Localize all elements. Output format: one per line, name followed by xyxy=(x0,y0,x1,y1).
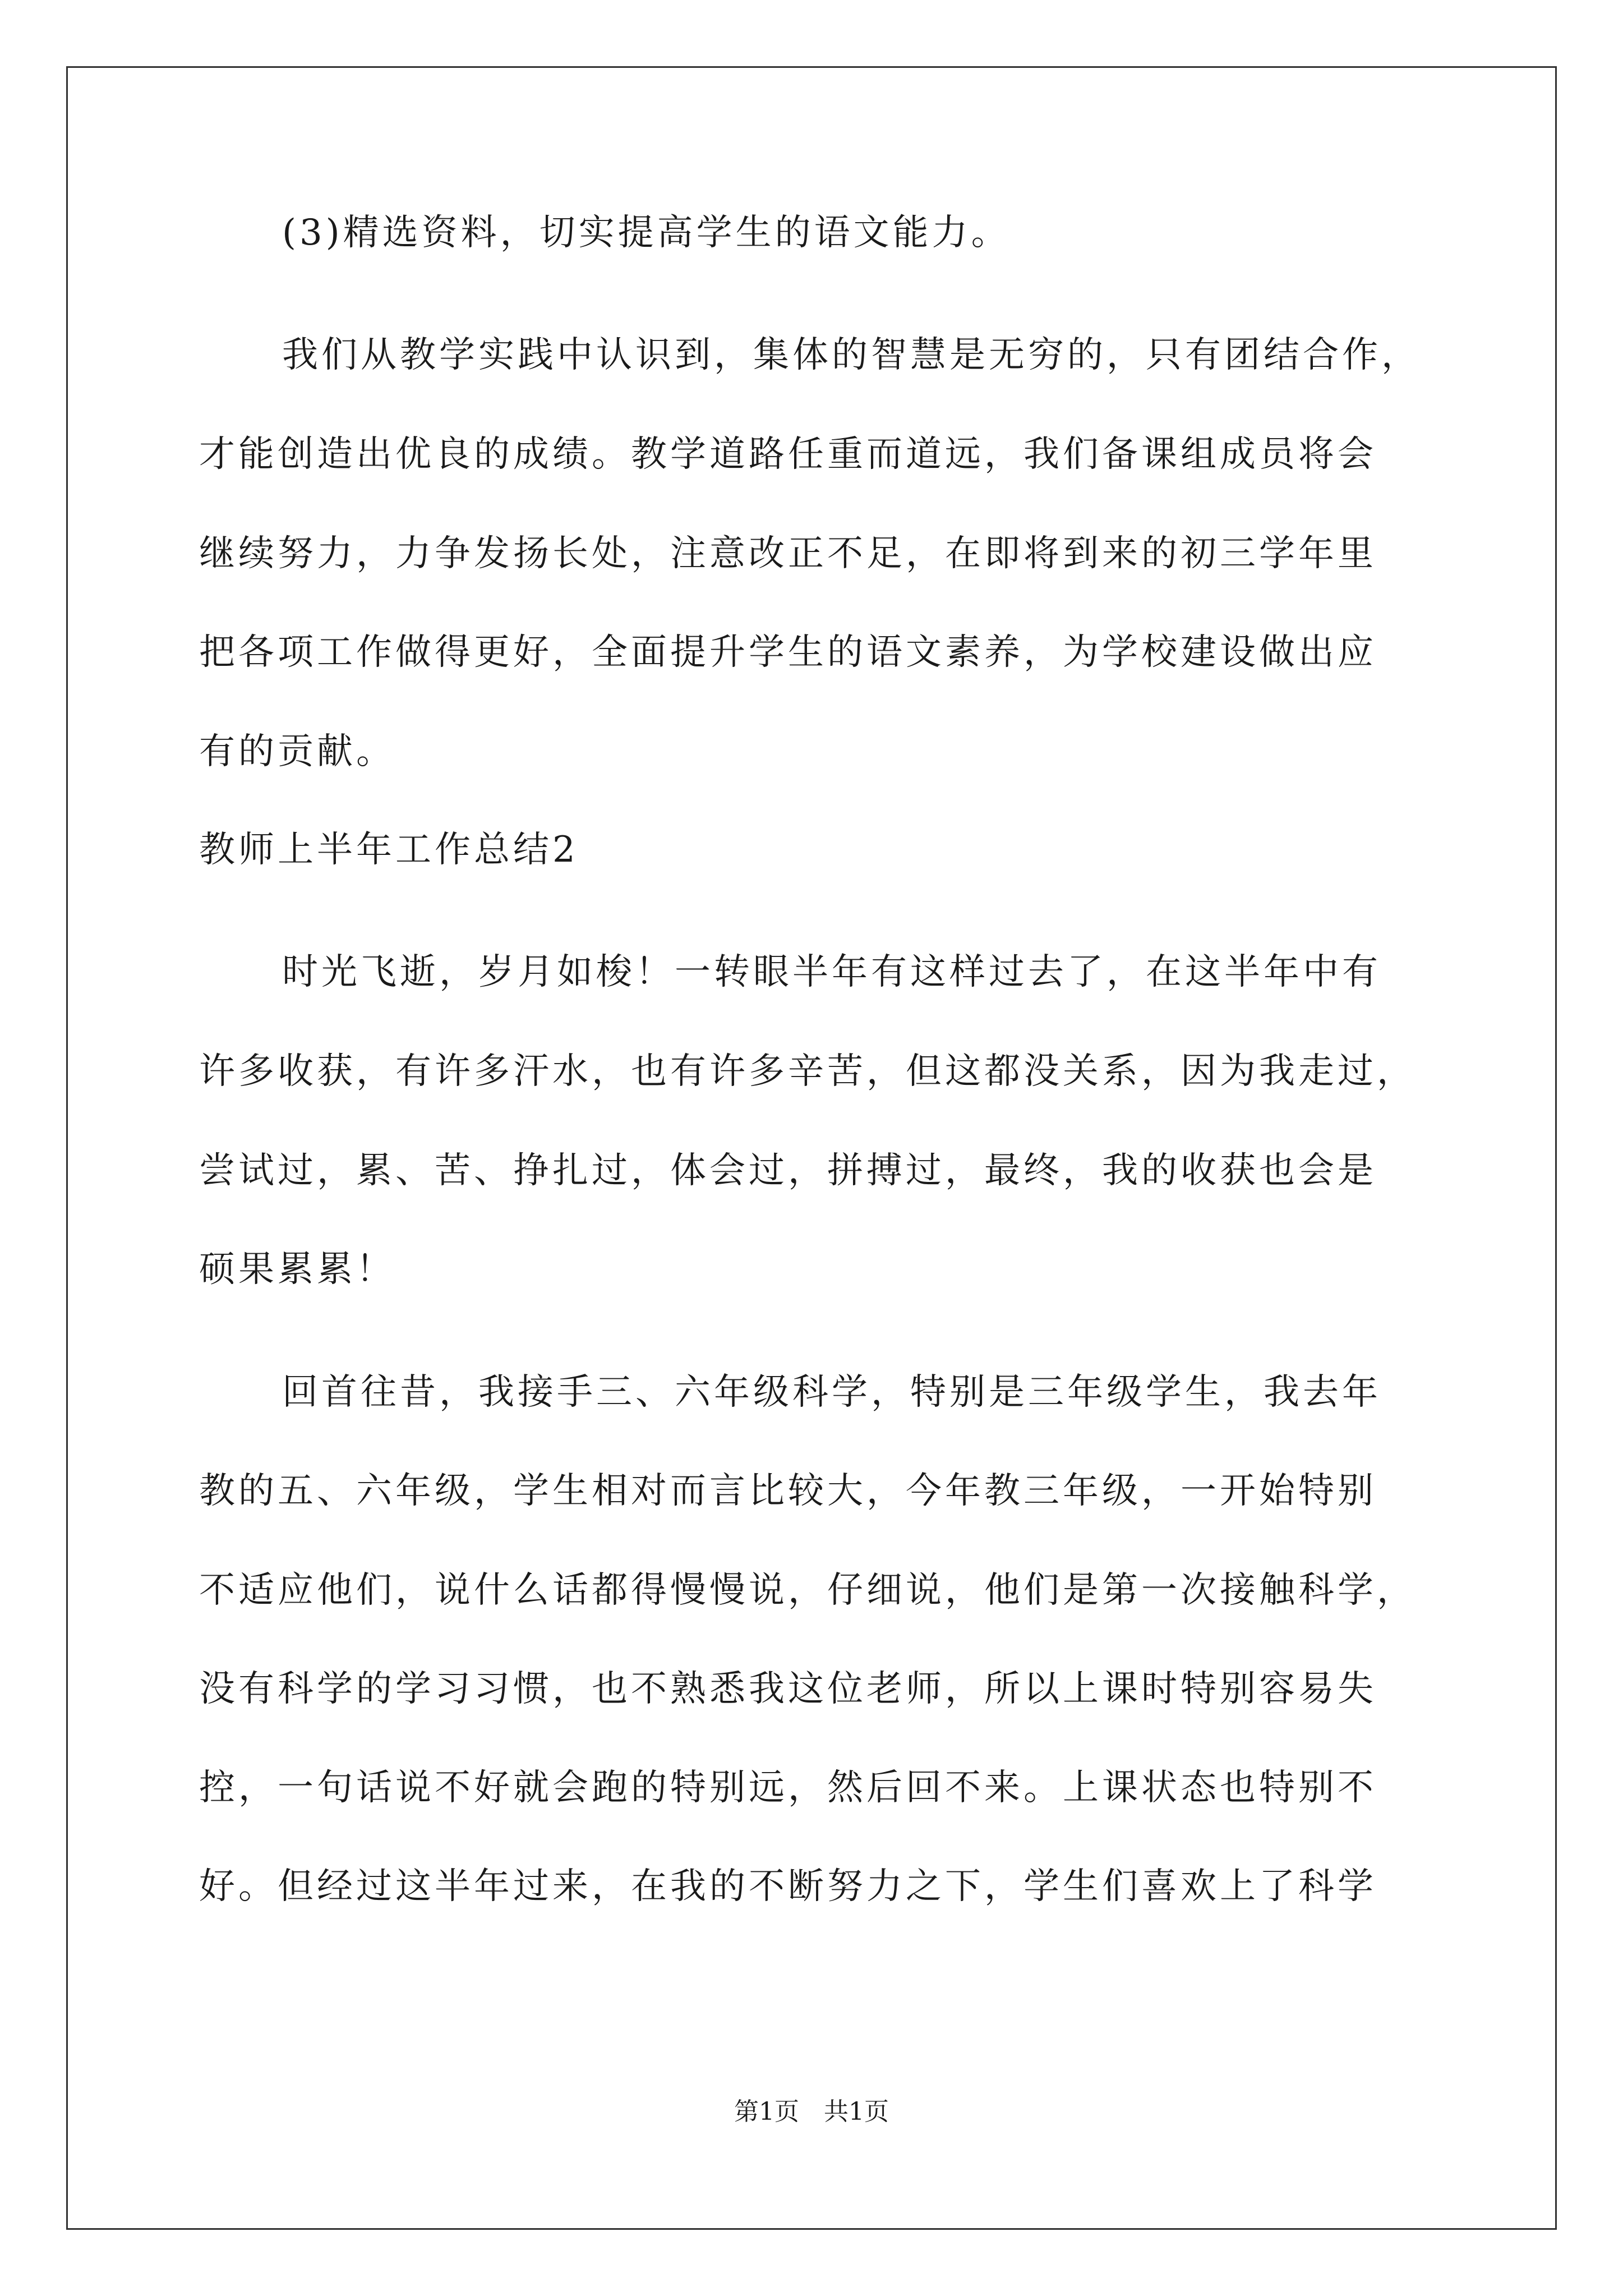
paragraph-line: 好。但经过这半年过来，在我的不断努力之下，学生们喜欢上了科学 xyxy=(199,1866,1377,1907)
paragraph-line: 不适应他们，说什么话都得慢慢说，仔细说，他们是第一次接触科学， xyxy=(199,1570,1416,1611)
section-heading: 教师上半年工作总结2 xyxy=(199,829,579,871)
paragraph-line: 控，一句话说不好就会跑的特别远，然后回不来。上课状态也特别不 xyxy=(199,1767,1377,1809)
paragraph-line: 有的贡献。 xyxy=(199,731,395,772)
paragraph-line: 才能创造出优良的成绩。教学道路任重而道远，我们备课组成员将会 xyxy=(199,434,1377,475)
paragraph-line: 教的五、六年级，学生相对而言比较大，今年教三年级，一开始特别 xyxy=(199,1470,1377,1512)
paragraph-line: 回首往昔，我接手三、六年级科学，特别是三年级学生，我去年 xyxy=(282,1372,1381,1413)
paragraph-line: 继续努力，力争发扬长处，注意改正不足，在即将到来的初三学年里 xyxy=(199,533,1377,574)
paragraph-line: 硕果累累！ xyxy=(199,1249,395,1290)
paragraph-line: (3)精选资料，切实提高学生的语文能力。 xyxy=(282,212,1011,254)
page-footer xyxy=(0,2096,1623,2128)
page-number-total: 共1页 xyxy=(824,2097,889,2126)
page-number-current: 第1页 xyxy=(734,2097,799,2126)
paragraph-line: 没有科学的学习习惯，也不熟悉我这位老师，所以上课时特别容易失 xyxy=(199,1668,1377,1710)
paragraph-line: 我们从教学实践中认识到，集体的智慧是无穷的，只有团结合作， xyxy=(282,334,1421,376)
paragraph-line: 许多收获，有许多汗水，也有许多辛苦，但这都没关系，因为我走过， xyxy=(199,1051,1416,1092)
paragraph-line: 尝试过，累、苦、挣扎过，体会过，拼搏过，最终，我的收获也会是 xyxy=(199,1150,1377,1191)
paragraph-line: 时光飞逝，岁月如梭！一转眼半年有这样过去了，在这半年中有 xyxy=(282,951,1381,993)
paragraph-line: 把各项工作做得更好，全面提升学生的语文素养，为学校建设做出应 xyxy=(199,632,1377,673)
